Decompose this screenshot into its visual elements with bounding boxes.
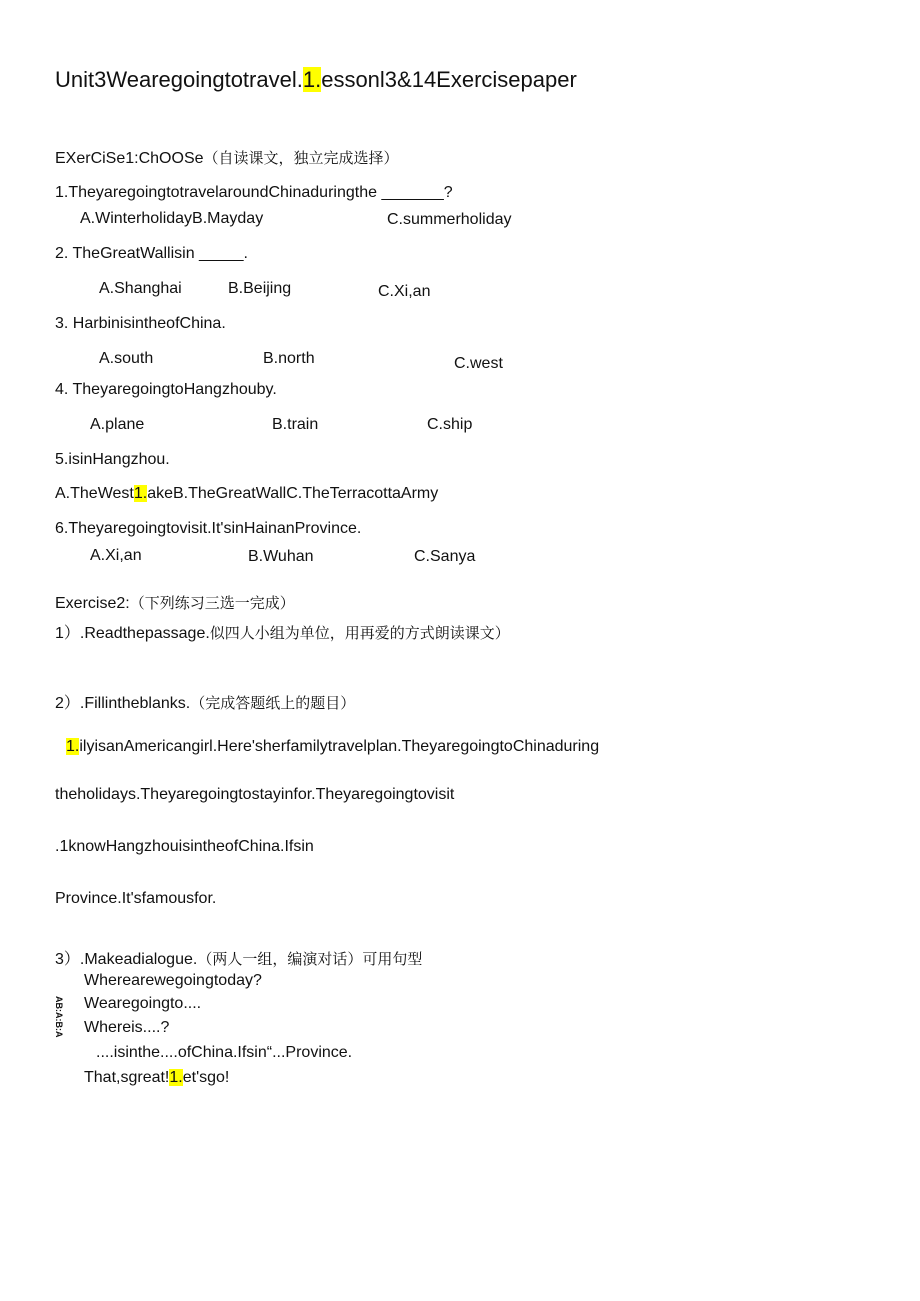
exercise2-heading (55, 593, 295, 614)
dialogue-line-5-start: That,sgreat! (84, 1069, 170, 1086)
q6-stem: 6.Theyaregoingtovisit.It'sinHainanProvince. (55, 520, 362, 537)
exercise2-part2 (55, 693, 355, 714)
exercise2-part1 (55, 623, 510, 644)
passage-line-3: .1knowHangzhouisintheofChina.Ifsin (55, 838, 314, 855)
exercise2-part3 (55, 949, 422, 970)
exercise1-heading-cn: （自读课文，独立完成选择） (203, 149, 399, 167)
passage-line-2: theholidays.Theyaregoingtostayinfor.Theyaregoingtovisit (55, 786, 455, 803)
q3-stem: 3. HarbinisintheofChina. (55, 315, 226, 332)
part1-number: 1） (55, 625, 80, 642)
q5-highlight: 1. (133, 485, 148, 502)
q1-options-ab: A.WinterholidayB.Mayday (80, 210, 264, 227)
q2-stem: 2. TheGreatWallisin _____. (55, 245, 248, 262)
q5-stem: 5.isinHangzhou. (55, 451, 170, 468)
part2-text-en: .Fillintheblanks. (79, 695, 191, 712)
q3-option-c: C.west (454, 355, 503, 372)
q3-option-a: A.south (99, 350, 154, 367)
exercise1-heading (55, 148, 399, 169)
q4-stem: 4. TheyaregoingtoHangzhouby. (55, 381, 277, 398)
part2-text-cn: （完成答题纸上的题目） (190, 694, 356, 712)
q5-options (55, 484, 438, 504)
exercise2-heading-en: Exercise2: (55, 595, 130, 612)
q5-options-end: akeB.TheGreatWallC.TheTerracottaArmy (147, 485, 439, 502)
title-text-start: Unit3Wearegoingtotravel. (55, 67, 303, 92)
title-highlight: 1. (302, 67, 322, 92)
dialogue-highlight: 1. (169, 1069, 183, 1086)
q2-option-b: B.Beijing (228, 280, 292, 297)
q4-option-a: A.plane (90, 416, 145, 433)
q2-option-a: A.Shanghai (99, 280, 182, 297)
passage-highlight: 1. (66, 738, 80, 755)
q6-option-a: A.Xi,an (90, 547, 142, 564)
part3-number: 3） (55, 951, 80, 968)
exercise2-heading-cn: （下列练习三选一完成） (129, 594, 295, 612)
q2-option-c: C.Xi,an (378, 283, 431, 300)
exercise1-heading-en: EXerCiSe1:ChOOSe (55, 150, 204, 167)
q3-option-b: B.north (263, 350, 315, 367)
dialogue-line-5 (84, 1068, 229, 1088)
part3-text-cn: （两人一组，编演对话）可用句型 (197, 950, 423, 968)
part1-text-en: .Readthepassage. (79, 625, 210, 642)
q1-option-c: C.summerholiday (387, 211, 512, 228)
dialogue-speaker-labels: AB:A:B:A (54, 996, 64, 1038)
part3-text-en: .Makeadialogue. (79, 951, 198, 968)
passage-line-4: Province.It'sfamousfor. (55, 890, 217, 907)
dialogue-line-3: Whereis....? (84, 1019, 170, 1036)
part1-text-cn: 似四人小组为单位，用再爱的方式朗读课文） (209, 624, 510, 642)
page-title (55, 66, 577, 94)
part2-number: 2） (55, 695, 80, 712)
q4-option-b: B.train (272, 416, 319, 433)
dialogue-line-5-end: et'sgo! (182, 1069, 230, 1086)
passage-line-1 (66, 737, 599, 757)
q4-option-c: C.ship (427, 416, 473, 433)
dialogue-line-1: Wherearewegoingtoday? (84, 972, 262, 989)
q5-options-start: A.TheWest (55, 485, 134, 502)
dialogue-line-4: ....isinthe....ofChina.Ifsin“...Province. (96, 1044, 353, 1061)
q6-option-c: C.Sanya (414, 548, 476, 565)
title-text-end: essonl3&14Exercisepaper (321, 67, 577, 92)
passage-line-1-text: ilyisanAmericangirl.Here'sherfamilytravelplan.TheyaregoingtoChinaduring (79, 738, 600, 755)
dialogue-line-2: Wearegoingto.... (84, 995, 202, 1012)
q1-stem: 1.TheyaregoingtotravelaroundChinaduringthe _______? (55, 184, 453, 201)
q6-option-b: B.Wuhan (248, 548, 314, 565)
